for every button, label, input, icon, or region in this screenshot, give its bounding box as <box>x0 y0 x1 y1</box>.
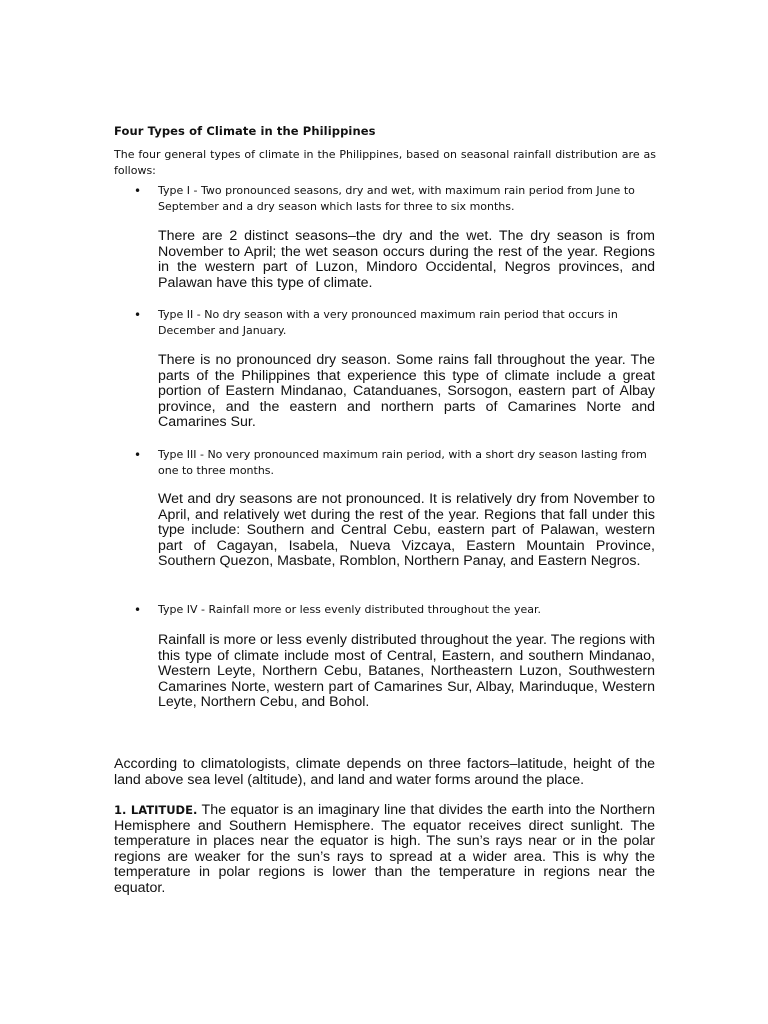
factors-paragraph: According to climatologists, climate depends on three factors–latitude, height of the land above sea level (altitude), and land and water forms around the place. <box>114 756 655 788</box>
latitude-text: The equator is an imaginary line that divides the earth into the Northern Hemisphere and Southern Hemisphere. The equator receives direct sunlight. The temperature in places near the equator is high. The sun’s rays near or in the polar regions are weaker for the sun’s rays to spread at a wider area. This is why the temperature in polar regions is lower than the temperature in regions near the equator. <box>114 802 655 896</box>
list-item-type-2 <box>134 307 656 339</box>
bullet-icon: • <box>134 308 142 322</box>
bullet-icon: • <box>134 448 142 462</box>
type-4-summary: Type IV - Rainfall more or less evenly distributed throughout the year. <box>158 603 541 616</box>
type-3-summary: Type III - No very pronounced maximum rain period, with a short dry season lasting from one to three months. <box>158 448 647 477</box>
type-3-description: Wet and dry seasons are not pronounced. It is relatively dry from November to April, and relatively wet during the rest of the year. Regions that fall under this type include: Southern and Central Cebu, eastern part of Palawan, western part of Cagayan, Isabela, Nueva Vizcaya, Eastern Mountain Province, Southern Quezon, Masbate, Romblon, Northern Panay, and Eastern Negros. <box>158 491 655 569</box>
type-1-description: There are 2 distinct seasons–the dry and the wet. The dry season is from November to April; the wet season occurs during the rest of the year. Regions in the western part of Luzon, Mindoro Occidental, Negros provinces, and Palawan have this type of climate. <box>158 228 655 291</box>
latitude-paragraph <box>114 803 655 896</box>
list-item-type-1 <box>134 183 656 215</box>
bullet-icon: • <box>134 603 142 617</box>
latitude-heading: 1. LATITUDE. <box>114 803 198 817</box>
intro-paragraph: The four general types of climate in the Philippines, based on seasonal rainfall distribution are as follows: <box>114 148 656 177</box>
list-item-type-3 <box>134 447 656 479</box>
list-item-type-4 <box>134 602 656 618</box>
page-title: Four Types of Climate in the Philippines <box>114 124 376 138</box>
type-1-summary: Type I - Two pronounced seasons, dry and wet, with maximum rain period from June to September and a dry season which lasts for three to six months. <box>158 184 635 213</box>
type-2-summary: Type II - No dry season with a very pronounced maximum rain period that occurs in December and January. <box>158 308 618 337</box>
bullet-icon: • <box>134 184 142 198</box>
type-4-description: Rainfall is more or less evenly distributed throughout the year. The regions with this type of climate include most of Central, Eastern, and southern Mindanao, Western Leyte, Northern Cebu, Batanes, Northeastern Luzon, Southwestern Camarines Norte, western part of Camarines Sur, Albay, Marinduque, Western Leyte, Northern Cebu, and Bohol. <box>158 632 655 710</box>
type-2-description: There is no pronounced dry season. Some rains fall throughout the year. The parts of the Philippines that experience this type of climate include a great portion of Eastern Mindanao, Catanduanes, Sorsogon, eastern part of Albay province, and the eastern and northern parts of Camarines Norte and Camarines Sur. <box>158 352 655 430</box>
